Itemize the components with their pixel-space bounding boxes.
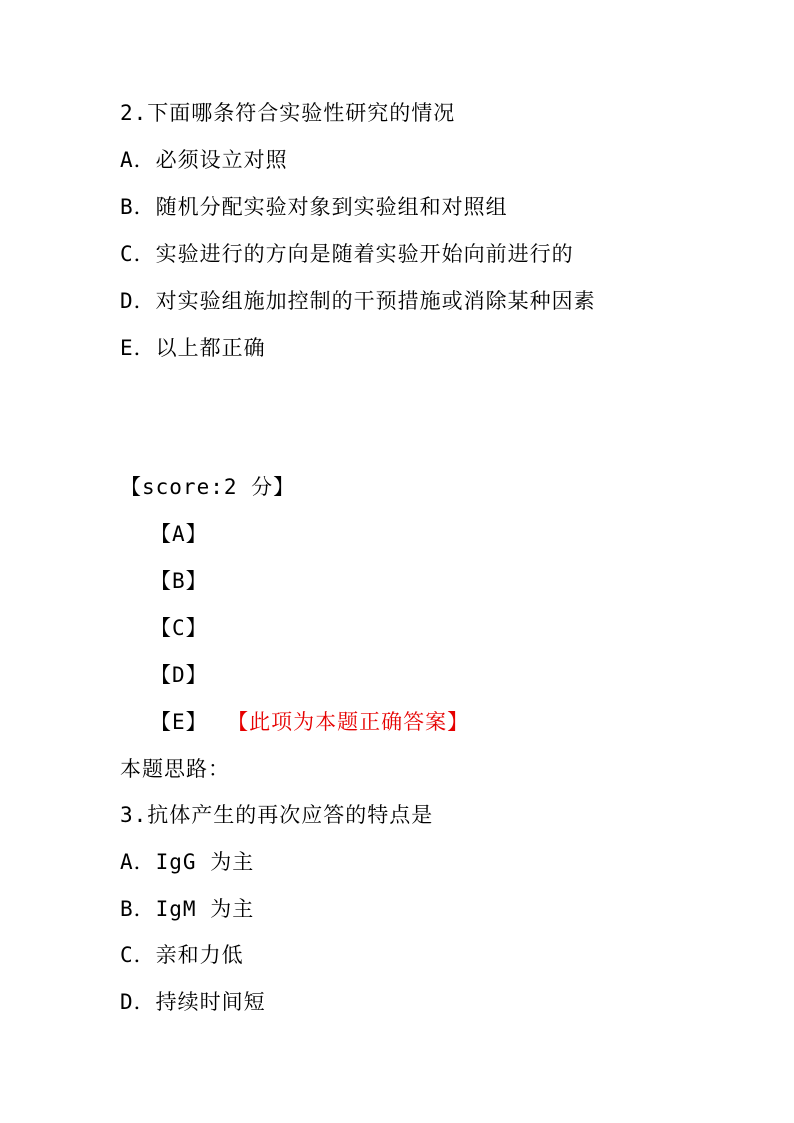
question-3-stem: 3.抗体产生的再次应答的特点是: [120, 803, 434, 827]
question-2-option-d: D．对实验组施加控制的干预措施或消除某种因素: [120, 289, 596, 313]
question-2-option-a: A．必须设立对照: [120, 148, 288, 172]
answer-e: 【E】: [150, 710, 208, 734]
answer-c: 【C】: [150, 616, 208, 640]
question-2-option-e: E．以上都正确: [120, 336, 266, 360]
answer-d: 【D】: [150, 663, 208, 687]
question-3-option-c: C．亲和力低: [120, 943, 244, 967]
question-3-option-a: A．IgG 为主: [120, 850, 255, 874]
answer-a: 【A】: [150, 522, 208, 546]
question-2-stem: 2.下面哪条符合实验性研究的情况: [120, 101, 456, 125]
question-3-option-d: D．持续时间短: [120, 990, 266, 1014]
score-label: 【score:2 分】: [120, 475, 296, 499]
correct-answer-note: 【此项为本题正确答案】: [237, 710, 470, 734]
question-3-option-b: B．IgM 为主: [120, 897, 255, 921]
answer-b: 【B】: [150, 569, 208, 593]
thinking-label: 本题思路：: [120, 757, 230, 781]
question-2-option-c: C．实验进行的方向是随着实验开始向前进行的: [120, 242, 574, 266]
answer-e-row: [150, 709, 469, 735]
question-2-option-b: B．随机分配实验对象到实验组和对照组: [120, 195, 508, 219]
